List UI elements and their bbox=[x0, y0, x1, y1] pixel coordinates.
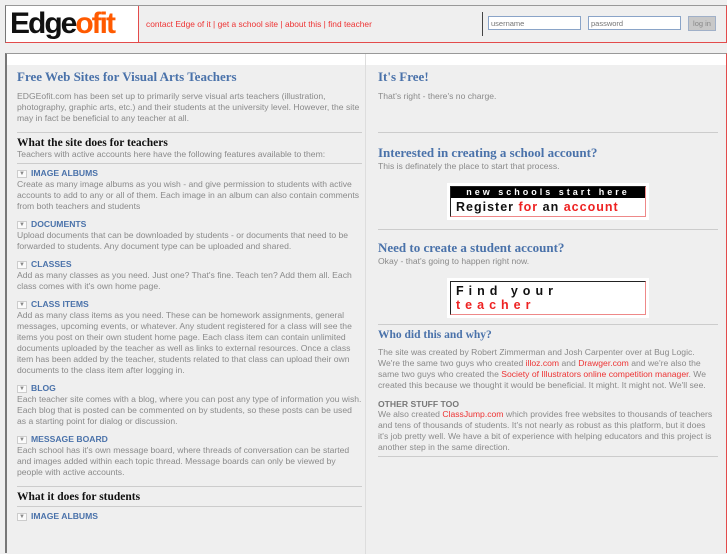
divider bbox=[378, 456, 718, 457]
expand-arrow-icon[interactable]: ▼ bbox=[17, 170, 27, 178]
feature-header[interactable] bbox=[17, 259, 362, 270]
logo[interactable] bbox=[6, 6, 139, 42]
free-text: That's right - there's no charge. bbox=[378, 91, 497, 101]
feature-title: CLASSES bbox=[31, 259, 72, 269]
logo-accent: ofit bbox=[75, 7, 114, 40]
feature-title: IMAGE ALBUMS bbox=[31, 168, 98, 178]
right-column bbox=[378, 65, 718, 461]
banner-text: account bbox=[563, 200, 619, 214]
expand-arrow-icon[interactable]: ▼ bbox=[17, 513, 27, 521]
username-input[interactable] bbox=[488, 16, 581, 30]
who-title: Who did this and why? bbox=[378, 329, 492, 341]
banner-top-text: new schools start here bbox=[451, 187, 645, 198]
left-column bbox=[17, 65, 362, 522]
feature-description: Create as many image albums as you wish - and give permission to students with active accounts to add to any or all of them. Each image in an album can also contain comments from both teachers and students bbox=[17, 179, 360, 211]
feature-description: Add as many classes as you need. Just one? That's fine. Teach ten? Add them all. Each class comes with it's own home page. bbox=[17, 270, 352, 291]
divider bbox=[378, 324, 718, 325]
school-account-title: Interested in creating a school account? bbox=[378, 145, 598, 160]
classjump-link[interactable]: ClassJump.com bbox=[442, 409, 504, 419]
logo-text: Edge bbox=[10, 7, 76, 40]
divider bbox=[482, 12, 483, 36]
nav-about[interactable]: about this bbox=[284, 19, 322, 29]
expand-arrow-icon[interactable]: ▼ bbox=[17, 436, 27, 444]
register-account-banner[interactable] bbox=[447, 183, 649, 220]
feature-title: BLOG bbox=[31, 383, 56, 393]
divider bbox=[17, 163, 362, 164]
banner-text: Register bbox=[456, 200, 519, 214]
nav-find-teacher[interactable]: find teacher bbox=[328, 19, 372, 29]
feature-title: CLASS ITEMS bbox=[31, 299, 89, 309]
free-title: It's Free! bbox=[378, 69, 429, 84]
drawger-link[interactable]: Drawger.com bbox=[578, 358, 629, 368]
feature-description: Each school has it's own message board, where threads of conversation can be started and images added within each topic thread. Message boards can only be viewed by people with active accounts. bbox=[17, 445, 350, 477]
society-of-illustrators-link[interactable]: Society of Illustrators online competition manager bbox=[501, 369, 689, 379]
feature-header[interactable] bbox=[17, 434, 362, 445]
login-button[interactable]: log in bbox=[688, 16, 716, 31]
feature-description: Add as many class items as you need. These can be homework assignments, general messages, upcoming events, or whatever. Any student registered for a class will see the items you post on their own student home page. Each class item can contain unlimited documents uploaded by the teacher as well as links to external resources. Once a class item has been added by the teacher, students related to that class can upload their own documents to the class item after logging in. bbox=[17, 310, 352, 375]
expand-arrow-icon[interactable]: ▼ bbox=[17, 301, 27, 309]
nav-contact[interactable]: contact Edge of it bbox=[146, 19, 211, 29]
illoz-link[interactable]: illoz.com bbox=[525, 358, 560, 368]
feature-item bbox=[17, 299, 362, 376]
feature-header[interactable] bbox=[17, 383, 362, 394]
banner-text: an bbox=[538, 200, 564, 214]
expand-arrow-icon[interactable]: ▼ bbox=[17, 385, 27, 393]
expand-arrow-icon[interactable]: ▼ bbox=[17, 261, 27, 269]
other-stuff-title: OTHER STUFF TOO bbox=[378, 399, 460, 409]
feature-header[interactable] bbox=[17, 168, 362, 179]
student-feature[interactable] bbox=[17, 511, 362, 522]
banner-text: Find your bbox=[456, 284, 558, 298]
banner-text: teacher bbox=[456, 298, 536, 312]
feature-header[interactable] bbox=[17, 299, 362, 310]
divider bbox=[378, 229, 718, 230]
teachers-heading: What the site does for teachers bbox=[17, 137, 168, 149]
main-content bbox=[5, 53, 727, 553]
header bbox=[5, 5, 727, 43]
feature-description: Upload documents that can be downloaded by students - or documents that need to be forwarded to students. Any document type can be uploaded and shared. bbox=[17, 230, 349, 251]
feature-title: MESSAGE BOARD bbox=[31, 434, 108, 444]
top-nav: contact Edge of it | get a school site | about this | find teacher bbox=[146, 19, 372, 29]
feature-item bbox=[17, 219, 362, 252]
student-account-text: Okay - that's going to happen right now. bbox=[378, 256, 530, 266]
page-title: Free Web Sites for Visual Arts Teachers bbox=[17, 69, 237, 84]
feature-title: IMAGE ALBUMS bbox=[31, 511, 98, 521]
who-text: The site was created by Robert Zimmerman and Josh Carpenter over at Bug Logic. We're the same two guys who created illoz.com and Drawger.com and we're also the same two guys who created the Society of Illustrators online competition manager. We created this because we thought it would be beneficial. It might. It might not. We'll see. bbox=[378, 347, 707, 390]
find-teacher-banner[interactable] bbox=[447, 278, 649, 318]
divider bbox=[17, 506, 362, 507]
expand-arrow-icon[interactable]: ▼ bbox=[17, 221, 27, 229]
feature-header[interactable] bbox=[17, 219, 362, 230]
intro-text: EDGEofit.com has been set up to primarily serve visual arts teachers (illustration, photography, graphic arts, etc.) and their students at the university level. However, the site may in fact be beneficial to any teacher at all. bbox=[17, 91, 360, 123]
banner-text: for bbox=[518, 200, 539, 214]
divider bbox=[17, 132, 362, 133]
feature-item bbox=[17, 383, 362, 427]
divider bbox=[17, 486, 362, 487]
top-strip bbox=[7, 54, 726, 65]
feature-item bbox=[17, 259, 362, 292]
school-account-text: This is definately the place to start that process. bbox=[378, 161, 560, 171]
column-divider bbox=[365, 54, 366, 554]
nav-get-school-site[interactable]: get a school site bbox=[217, 19, 279, 29]
student-account-title: Need to create a student account? bbox=[378, 240, 565, 255]
feature-title: DOCUMENTS bbox=[31, 219, 87, 229]
divider bbox=[378, 132, 718, 133]
feature-description: Each teacher site comes with a blog, where you can post any type of information you wish. Each blog that is posted can be commented on by students, so these posts can be used as a starting point for dialog or discussion. bbox=[17, 394, 362, 426]
teachers-subtext: Teachers with active accounts here have the following features available to them: bbox=[17, 149, 326, 159]
students-heading: What it does for students bbox=[17, 491, 141, 503]
feature-item bbox=[17, 434, 362, 478]
other-stuff-text: We also created ClassJump.com which provides free websites to thousands of teachers and tens of thousands of students. It's not nearly as robust as this platform, but it does it's job pretty well. We have a bit of experience with helping educators and this project is another step in the same direction. bbox=[378, 409, 713, 452]
feature-item bbox=[17, 168, 362, 212]
password-input[interactable] bbox=[588, 16, 681, 30]
